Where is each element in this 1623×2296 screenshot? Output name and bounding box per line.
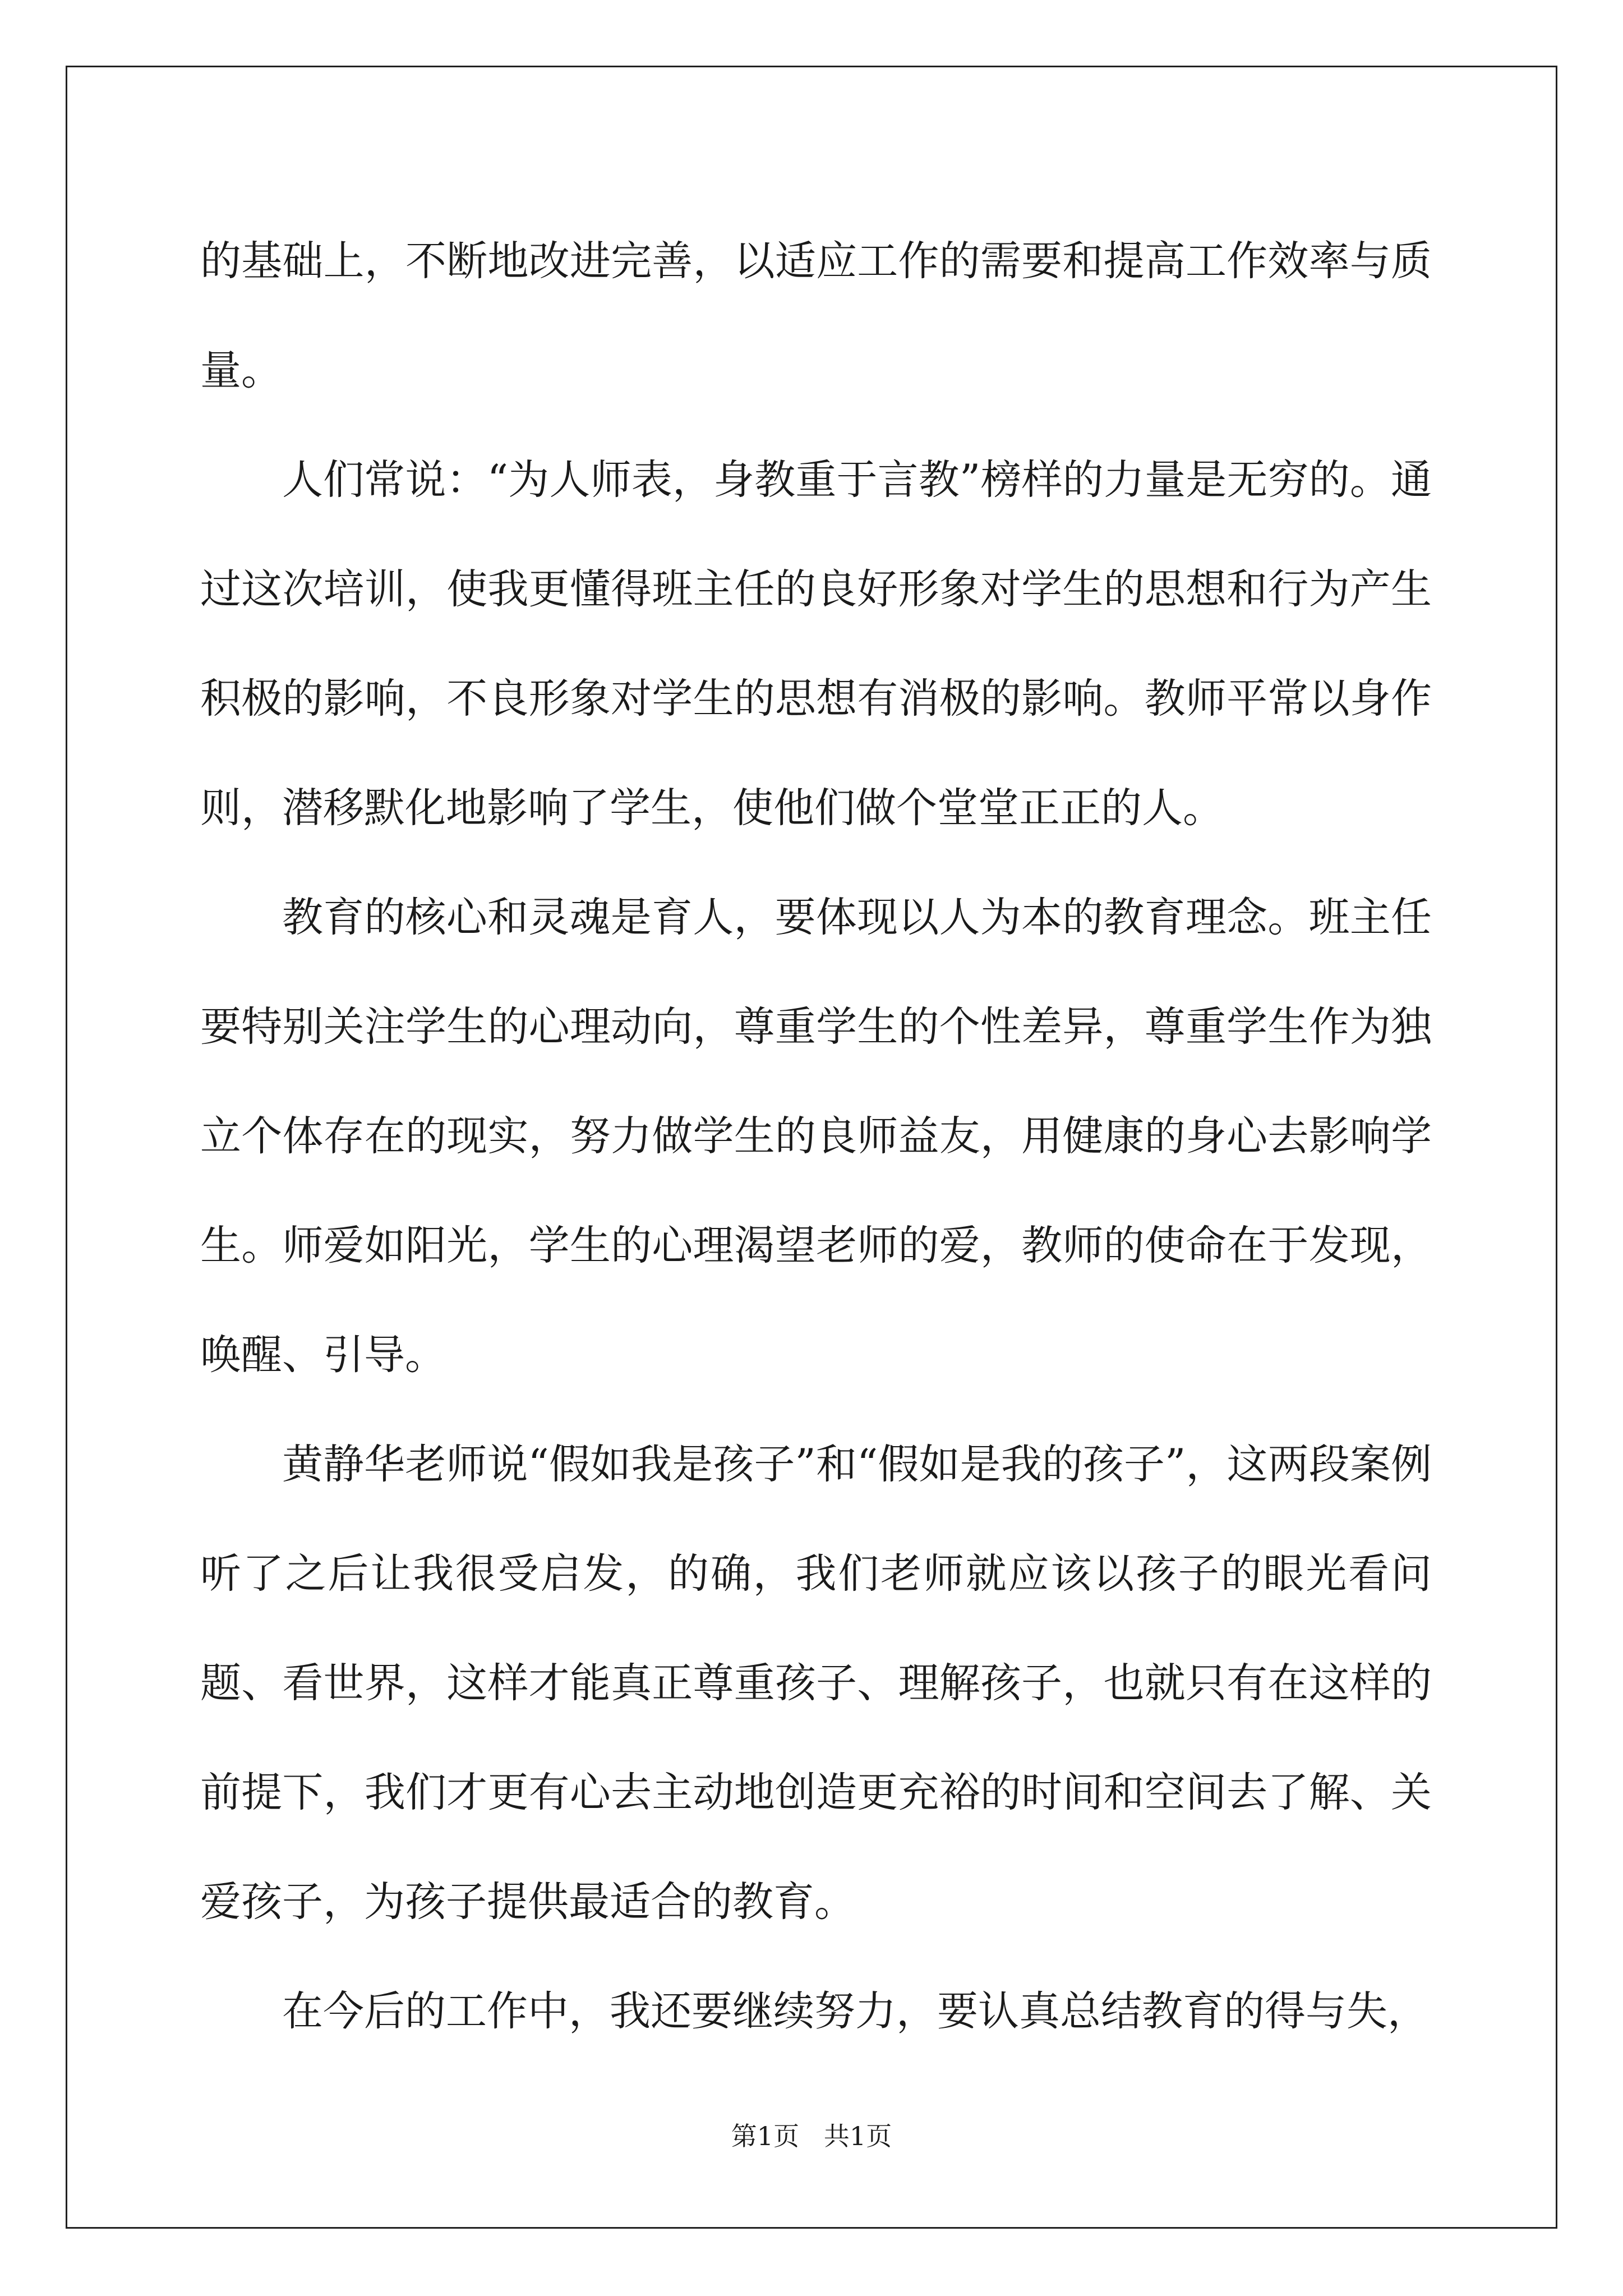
paragraph-1: 的基础上，不断地改进完善，以适应工作的需要和提高工作效率与质量。	[200, 237, 1432, 394]
document-body	[200, 206, 1432, 2066]
paragraph-3: 教育的核心和灵魂是育人，要体现以人为本的教育理念。班主任要特别关注学生的心理动向，尊重学生的个性差异，尊重学生作为独立个体存在的现实，努力做学生的良师益友，用健康的身心去影响学生。师爱如阳光，学生的心理渴望老师的爱，教师的使命在于发现，唤醒、引导。	[200, 894, 1432, 1379]
paragraph-4: 黄静华老师说“假如我是孩子”和“假如是我的孩子”，这两段案例听了之后让我很受启发，的确，我们老师就应该以孩子的眼光看问题、看世界，这样才能真正尊重孩子、理解孩子，也就只有在这样的前提下，我们才更有心去主动地创造更充裕的时间和空间去了解、关爱孩子，为孩子提供最适合的教育。	[200, 1441, 1432, 1926]
paragraph-2: 人们常说：“为人师表，身教重于言教”榜样的力量是无穷的。通过这次培训，使我更懂得班主任的良好形象对学生的思想和行为产生积极的影响，不良形象对学生的思想有消极的影响。教师平常以身作则，潜移默化地影响了学生，使他们做个堂堂正正的人。	[200, 456, 1432, 832]
page-footer: 第1页 共1页	[731, 2121, 892, 2151]
paragraph-5: 在今后的工作中，我还要继续努力，要认真总结教育的得与失，	[282, 1987, 1428, 2035]
